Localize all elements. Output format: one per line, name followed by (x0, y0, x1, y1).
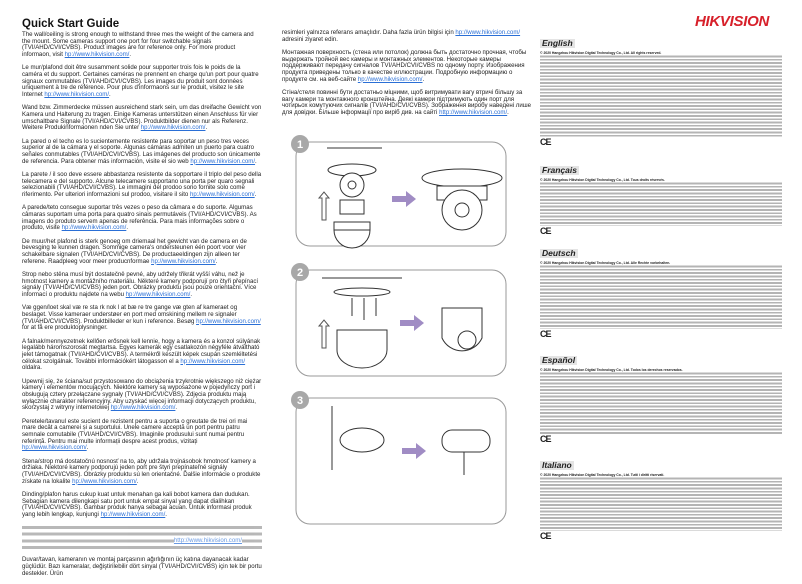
legal-heading: Deutsch (542, 248, 576, 258)
legal-text-block (540, 372, 782, 434)
paragraph-suffix: . (507, 109, 509, 117)
step-badge-2: 2 (296, 267, 304, 279)
legal-section-español (540, 350, 782, 444)
step-3-panel (296, 398, 506, 524)
paragraph-text: Le mur/plafond doit être susamment solide pour supporter trois fois le poids de la caméra et du support. Certaines caméras ne prennent en charge qu'un port pour quatre signaux commutables (TVI/AHD/CVI/CVBS). Les images du produit sont données uniquement à tre de référence. Pour plus d'informaons sur le produit, visitez le site Internet (22, 64, 259, 99)
legal-section-deutsch (540, 243, 782, 339)
paragraph-suffix: . (422, 75, 425, 83)
paragraph-suffix: . (86, 444, 89, 452)
paragraph-suffix: . (205, 124, 208, 132)
paragraph-suffix: . (215, 257, 218, 265)
paragraph-text: A falnak/mennyezetnek kellően erősnek kell lennie, hogy a kamera és a konzol súlyának legalább háromszorosát megtartsa. Egyes kamerák egy csatlakozón négyféle átváltható jelet támogatnak (TVI/AHD/CVI/CVBS). A termékről készült képek csupán szemléltetési célokat szolgálnak. További információkért látogasson el a (22, 337, 261, 365)
paragraph (282, 90, 532, 117)
legal-heading: Italiano (542, 460, 572, 470)
hikvision-link[interactable]: hp://www.hikvision.com/ (190, 157, 256, 165)
paragraph-suffix: . (190, 291, 193, 298)
hikvision-link[interactable]: hp://www.hikvision.com/ (189, 191, 255, 199)
paragraph (22, 172, 262, 199)
paragraph (22, 239, 262, 266)
copyright-line: © 2020 Hangzhou Hikvision Digital Technology Co., Ltd. Tous droits réservés. (540, 178, 665, 182)
copyright-line: © 2020 Hangzhou Hikvision Digital Technology Co., Ltd. Tutti i diritti riservati. (540, 473, 665, 477)
legal-text-block (540, 55, 782, 137)
hikvision-link[interactable]: hp://www.hikvision.com/ (44, 91, 110, 99)
paragraph-text: Væ ggen/loet skal væ re sta rk nok l at bæ re tre gange væ gten af kameraet og beslaget. Visse kameraer understøer en port med omskining mellem re signaler (TVI/AHD/CVI/CVBS). Produktbilleder er kun i reference. Besøg (22, 304, 238, 325)
legal-text-block (540, 265, 782, 329)
paragraph-text: Upewnij się, że ściana/sut przystosowano do obciążenia trzykrotnie większego niż ciężar kamery i elementów mocujących. Niektóre kamery są wyposażone w pojedynczy port i obsługują cztery przełączane sygnały (TVI/AHD/CVI/CVBS). Zdjęcia produktu mają wyłącznie charakter referencyjny. Aby uzyskać więcej informacji dotyczących produktu, skorzystaj z witryny internetowej (22, 377, 262, 412)
paragraph-suffix: for at få ere produktoplysninger. (22, 324, 108, 332)
hikvision-link[interactable]: hp://www.hikvision.com/ (64, 51, 130, 59)
hikvision-link[interactable]: hp://www.hikvision.com/ (100, 510, 166, 518)
paragraph (22, 139, 262, 166)
legal-heading: Français (542, 165, 577, 175)
paragraph-text: The wall/ceiling is strong enough to withstand three mes the weight of the camera and the mount. Some cameras support one port for four switchable signals (TVI/AHD/CVI/CVBS). Product images are for reference only. For more product informaon, visit (22, 31, 254, 59)
step-badge-3: 3 (296, 395, 304, 407)
step-2-panel (296, 270, 506, 376)
paragraph-text: Wand bzw. Zimmerdecke müssen ausreichend stark sein, um das dreifache Gewicht von Kamera und Halterung zu tragen. Einige Kameras unterstützen einen Anschluss für vier umschaltbare Signale (TVI/AHD/CVI/CVBS). Produktbilder dienen nur als Referenz. Weitere Produkinformaonen nden Sie unter (22, 104, 262, 132)
paragraph (22, 459, 262, 486)
legal-text-block (540, 182, 782, 226)
paragraph-suffix: . (255, 157, 257, 165)
paragraph (22, 305, 262, 332)
copyright-line: © 2020 Hangzhou Hikvision Digital Technology Co., Ltd. Alle Rechte vorbehalten. (540, 261, 671, 265)
hikvision-link[interactable]: hp://www.hikvision.com/ (140, 124, 206, 132)
paragraph (22, 65, 262, 99)
paragraph-text: Stena/strop má dostatočnú nosnosť na to, aby udržala trojnásobok hmotnosť kamery a držiaka. Niektoré kamery podporujú jeden port pre štyri prepínateľné signály (TVI/AHD/CVI/CVBS). Obrázky produktu sú len orientačné. Ďalšie informácie o produkte získate na lokalite (22, 457, 261, 485)
paragraph (22, 272, 262, 299)
paragraph-suffix: . (254, 191, 257, 199)
paragraph-text: De muur/het plafond is sterk genoeg om driemaal het gewicht van de camera en de bevesging te kunnen dragen. Sommige camera's ondersteunen één poort voor vier schakelbare signalen (TVI/AHD/CVI/CVBS). De productaeeldingen zijn alleen ter referene. Raadpleeg voor meer producnformae (22, 237, 247, 265)
paragraph (282, 30, 532, 43)
paragraph-text: Dinding/plafon harus cukup kuat untuk menahan ga kali bobot kamera dan dudukan. Sebagian kamera dilengkapi satu port untuk empat sinyal yang dapat dialihkan (TVI/AHD/CVI/CVBS). Gambar produk hanya sebagai acuan. Untuk informasi produk yang lebih lengkap, kunjungi (22, 490, 252, 518)
paragraph (282, 50, 532, 84)
copyright-line: © 2020 Hangzhou Hikvision Digital Technology Co., Ltd. All rights reserved. (540, 51, 662, 55)
paragraph-text: A parede/teto consegue suportar três vezes o peso da câmara e do suporte. Algumas câmaras suportam uma porta para quatro sinais permutáveis (TVI/AHD/CVI/CVBS). As imagens do produto servem apenas de referência. Para mais informações sobre o produto, visite (22, 204, 257, 232)
ce-mark: CE (540, 531, 551, 541)
paragraph-suffix: adresini ziyaret edin. (282, 35, 338, 43)
paragraph-suffix: oldalra. (22, 364, 42, 372)
paragraph (22, 105, 262, 132)
hikvision-link[interactable]: hp://www.hikvision.com/ (61, 224, 127, 232)
paragraph-text: La parete / il soo deve essere abbastanza resistente da sopportare il triplo del peso della telecamera e del supporto. Alcune telecamere supportano una porta per quaro segnali selezionabili (TVI/AHD/CVI/CVBS). Le immagini del prodoo sono fornite solo come riferimento. Per ulteriori informazioni sul prodoo, visitare il sito (22, 170, 262, 199)
ce-mark: CE (540, 434, 551, 444)
hikvision-link[interactable]: hp://www.hikvision.com/ (357, 75, 423, 83)
paragraph (22, 339, 262, 373)
legal-section-english (540, 33, 782, 147)
legal-heading: Español (542, 355, 576, 365)
installation-illustrations (282, 130, 527, 530)
paragraph-suffix: . (165, 510, 167, 518)
paragraph-text: Peretele/tavanul este sucient de rezistent pentru a suporta o greutate de trei ori mai mare decât a camerei și a suportului. Unele camere acceptă un port pentru patru semnale comutabile (TVI/AHD/CVI/CVBS). Imaginile produsului sunt numai pentru referință. Pentru mai multe informații despre acest produs, vizitați (22, 417, 248, 445)
paragraph (22, 32, 262, 59)
hikvision-link[interactable]: hp://www.hikvision.com/ (125, 291, 191, 298)
step-badge-1: 1 (296, 139, 304, 151)
middle-column (282, 30, 532, 123)
paragraph-suffix: . (126, 224, 129, 232)
hikvision-link[interactable]: http://www.hikvision.com/ (439, 109, 508, 117)
paragraph-text: Strop nebo stěna musí být dostatečně pevné, aby udržely třikrát vyšší váhu, než je hmotnost kamery a montážního materiálu. Některé kamery podporují pro čtyři přepínací signály (TVI/AHD/CVI/CVBS) jeden port. Obrázky produktu jsou pouze orientační. Více informací o produktu najdete na webu (22, 270, 259, 298)
paragraph (22, 379, 262, 413)
legal-heading: English (542, 38, 573, 48)
paragraph (22, 205, 262, 232)
hikvision-link[interactable]: hp://www.hikvision.com/ (72, 477, 137, 485)
ce-mark: CE (540, 329, 551, 339)
step-badges (291, 135, 309, 409)
paragraph-suffix: . (175, 404, 178, 412)
legal-section-italiano (540, 455, 782, 541)
paragraph-suffix: . (136, 477, 139, 485)
copyright-line: © 2020 Hangzhou Hikvision Digital Technology Co., Ltd. Todos los derechos reservados. (540, 368, 683, 372)
left-column (22, 18, 262, 584)
paragraph-suffix: . (129, 51, 132, 59)
legal-section-français (540, 160, 782, 236)
hikvision-link[interactable]: hp://www.hikvision.com/ (180, 357, 246, 365)
myanmar-link[interactable]: http://www.hikvision.com/ (173, 537, 242, 545)
step-1-panel (296, 142, 506, 248)
ce-mark: CE (540, 137, 551, 147)
hikvision-link[interactable]: hp://www.hikvision.com/ (22, 444, 87, 452)
legal-text-block (540, 477, 782, 531)
hikvision-link[interactable]: hp://www.hikvision.com/ (196, 317, 261, 325)
page-title: Quick Start Guide (22, 18, 120, 30)
hikvision-link[interactable]: hp://www.hikvision.com/ (110, 404, 176, 412)
paragraph-text: Монтажная поверхность (стена или потолок) должна быть достаточно прочная, чтобы выдержать тройной вес камеры и монтажных элементов. Некоторые камеры поддерживают передачу сигналов TVI/AHD/CVI/CVBS по одному порту. Изображения продукта приведены только в качестве иллюстрации. Подробную информацию о продукте см. на веб-сайте (282, 48, 527, 83)
paragraph-text: resimleri yalnızca referans amaçlıdır. Daha fazla ürün bilgisi için (282, 29, 456, 36)
paragraph-text: La pared o el techo es lo sucientemente resistente para soportar un peso tres veces superior al de la cámara y el soporte. Algunas cámaras admiten un puerto para cuatro señales conmutables (TVI/AHD/CVI/CVBS). Las imágenes del producto son únicamente de referencia. Para obtener más información, visite el sio web (22, 137, 261, 165)
turkish-paragraph: Duvar/tavan, kameranın ve montaj parçasının ağırlığının üç katına dayanacak kadar güçlüdür. Bazı kameralar, değiştirilebilir dört sinyal (TVI/AHD/CVI/CVBS) için tek bir portu destekler. Ürün (22, 556, 262, 577)
hikvision-logo: HIKVISION (695, 13, 769, 30)
myanmar-paragraph (22, 525, 262, 551)
paragraph (22, 419, 262, 453)
paragraph (22, 492, 262, 519)
ce-mark: CE (540, 226, 551, 236)
paragraph-text: Стіна/стеля повинні бути достатньо міцними, щоб витримувати вагу втричі більшу за вагу камери та монтажного кронштейна. Деякі камери підтримують один порт для чотирьох комутуючих сигналів (TVI/AHD/CVI/CVBS). Зображення виробу наведені лише для довідки. Більше інформації про виріб див. на сайті (282, 88, 532, 117)
hikvision-link[interactable]: hp://www.hikvision.com/ (151, 257, 216, 265)
hikvision-link[interactable]: hp://www.hikvision.com/ (455, 29, 521, 36)
paragraph-suffix: . (109, 91, 111, 99)
